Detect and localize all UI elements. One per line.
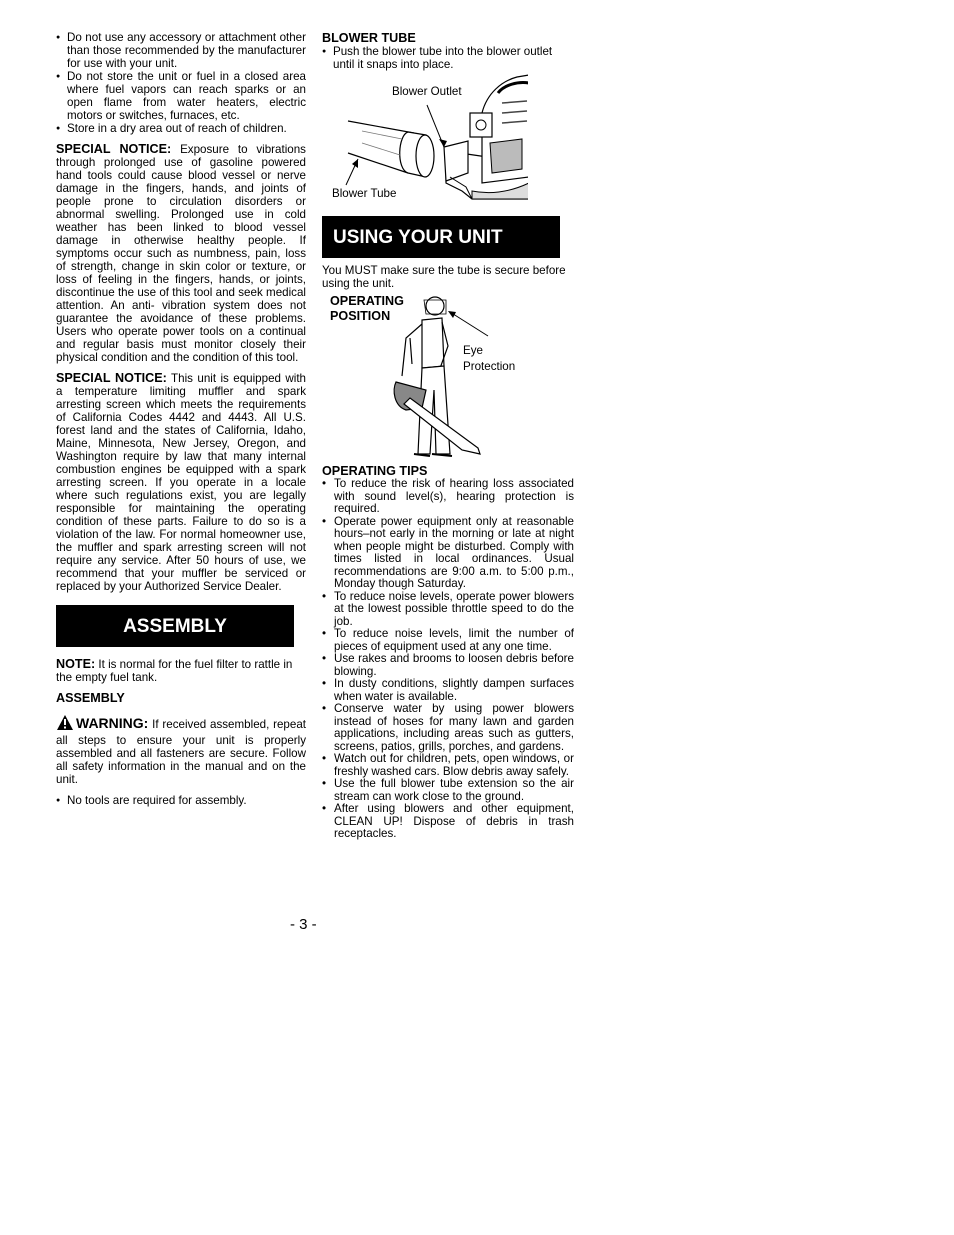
list-item: • In dusty conditions, slightly dampen surfaces when water is available.	[322, 678, 574, 703]
blower-outlet-label: Blower Outlet	[392, 85, 462, 98]
blower-tube-bullet-list	[322, 45, 574, 71]
safety-bullet-list	[56, 31, 306, 135]
blower-tube-heading: BLOWER TUBE	[322, 31, 416, 45]
operating-tips-list	[322, 478, 574, 841]
list-item: ● No tools are required for assembly.	[56, 794, 306, 807]
assembly-warning: WARNING: If received assembled, repeat all steps to ensure your unit is properly assembled and all fasteners are secure. Follow all safety information in the manual and on the unit.	[56, 715, 306, 786]
list-item: • Conserve water by using power blowers instead of hoses for many lawn and garden applications, including areas such as gutters, screens, patios, grills, porches, and gardens.	[322, 703, 574, 753]
list-item: • To reduce noise levels, operate power blowers at the lowest possible throttle speed to do the job.	[322, 591, 574, 629]
page-number: - 3 -	[290, 916, 317, 933]
left-column	[56, 31, 306, 807]
right-column	[322, 32, 574, 841]
list-item: • Operate power equipment only at reasonable hours–not early in the morning or late at night when people might be disturbed. Comply with times listed in local ordinances. Usual recommendations are 9:00 a.m. to 5:00 p.m., Monday though Saturday.	[322, 516, 574, 591]
special-notice-vibration: SPECIAL NOTICE: Exposure to vibrations through prolonged use of gasoline powered hand tools could cause blood vessel or nerve damage in the fingers, hands, and joints of people prone to circulation disorders or abnormal swelling. Prolonged use in cold weather has been linked to blood vessel damage in otherwise healthy people. If symptoms occur such as numbness, pain, loss of strength, change in skin color or texture, or loss of feeling in the fingers, hands, or joints, discontinue the use of this tool and seek medical attention. An anti- vibration system does not guarantee the avoidance of these problems. Users who operate power tools on a continual and regular basis must monitor closely their physical condition and the condition of this tool.	[56, 142, 306, 364]
list-item: ● Store in a dry area out of reach of children.	[56, 122, 306, 135]
warning-triangle-icon	[56, 714, 74, 734]
special-notice-muffler: SPECIAL NOTICE: This unit is equipped with a temperature limiting muffler and spark arresting screen which meets the requirements of California Codes 4442 and 4443. All U.S. forest land and the states of California, Idaho, Maine, Minnesota, New Jersey, Oregon, and Washington require by law that many internal combustion engines be equipped with a spark arresting screen. If you operate in a locale where such regulations exist, you are legally responsible for maintaining the operating condition of these parts. Failure to do so is a violation of the law. For normal homeowner use, the muffler and spark arresting screen will not require any service. After 50 hours of use, we recommend that your muffler be serviced or replaced by your Authorized Service Dealer.	[56, 371, 307, 593]
operating-tips-heading: OPERATING TIPS	[322, 464, 428, 478]
operating-position-heading: OPERATING POSITION	[330, 294, 404, 323]
blower-tube-figure	[322, 73, 574, 215]
list-item: • Use the full blower tube extension so the air stream can work close to the ground.	[322, 778, 574, 803]
assembly-heading: ASSEMBLY	[56, 691, 125, 705]
operating-position-figure	[322, 294, 574, 462]
using-your-unit-banner: USING YOUR UNIT	[322, 216, 560, 258]
assembly-bullet-list	[56, 794, 306, 807]
list-item: • Watch out for children, pets, open windows, or freshly washed cars. Blow debris away safely.	[322, 753, 574, 778]
list-item: • Use rakes and brooms to loosen debris before blowing.	[322, 653, 574, 678]
list-item: • To reduce noise levels, limit the number of pieces of equipment used at any one time.	[322, 628, 574, 653]
tube-secure-notice: You MUST make sure the tube is secure before using the unit.	[322, 264, 566, 290]
list-item: ● Do not store the unit or fuel in a closed area where fuel vapors can reach sparks or an open flame from water heaters, electric motors or switches, furnaces, etc.	[56, 70, 306, 122]
fuel-filter-note: NOTE: It is normal for the fuel filter to rattle in the empty fuel tank.	[56, 657, 293, 684]
list-item: • After using blowers and other equipment, CLEAN UP! Dispose of debris in trash receptacles.	[322, 803, 574, 841]
eye-protection-label: Eye Protection	[463, 344, 516, 373]
blower-tube-label: Blower Tube	[332, 187, 397, 200]
list-item: ● Push the blower tube into the blower outlet until it snaps into place.	[322, 45, 574, 71]
list-item: • To reduce the risk of hearing loss associated with sound level(s), hearing protection is required.	[322, 478, 574, 516]
assembly-banner: ASSEMBLY	[56, 605, 294, 647]
list-item: ● Do not use any accessory or attachment other than those recommended by the manufacturer for use with your unit.	[56, 31, 306, 70]
